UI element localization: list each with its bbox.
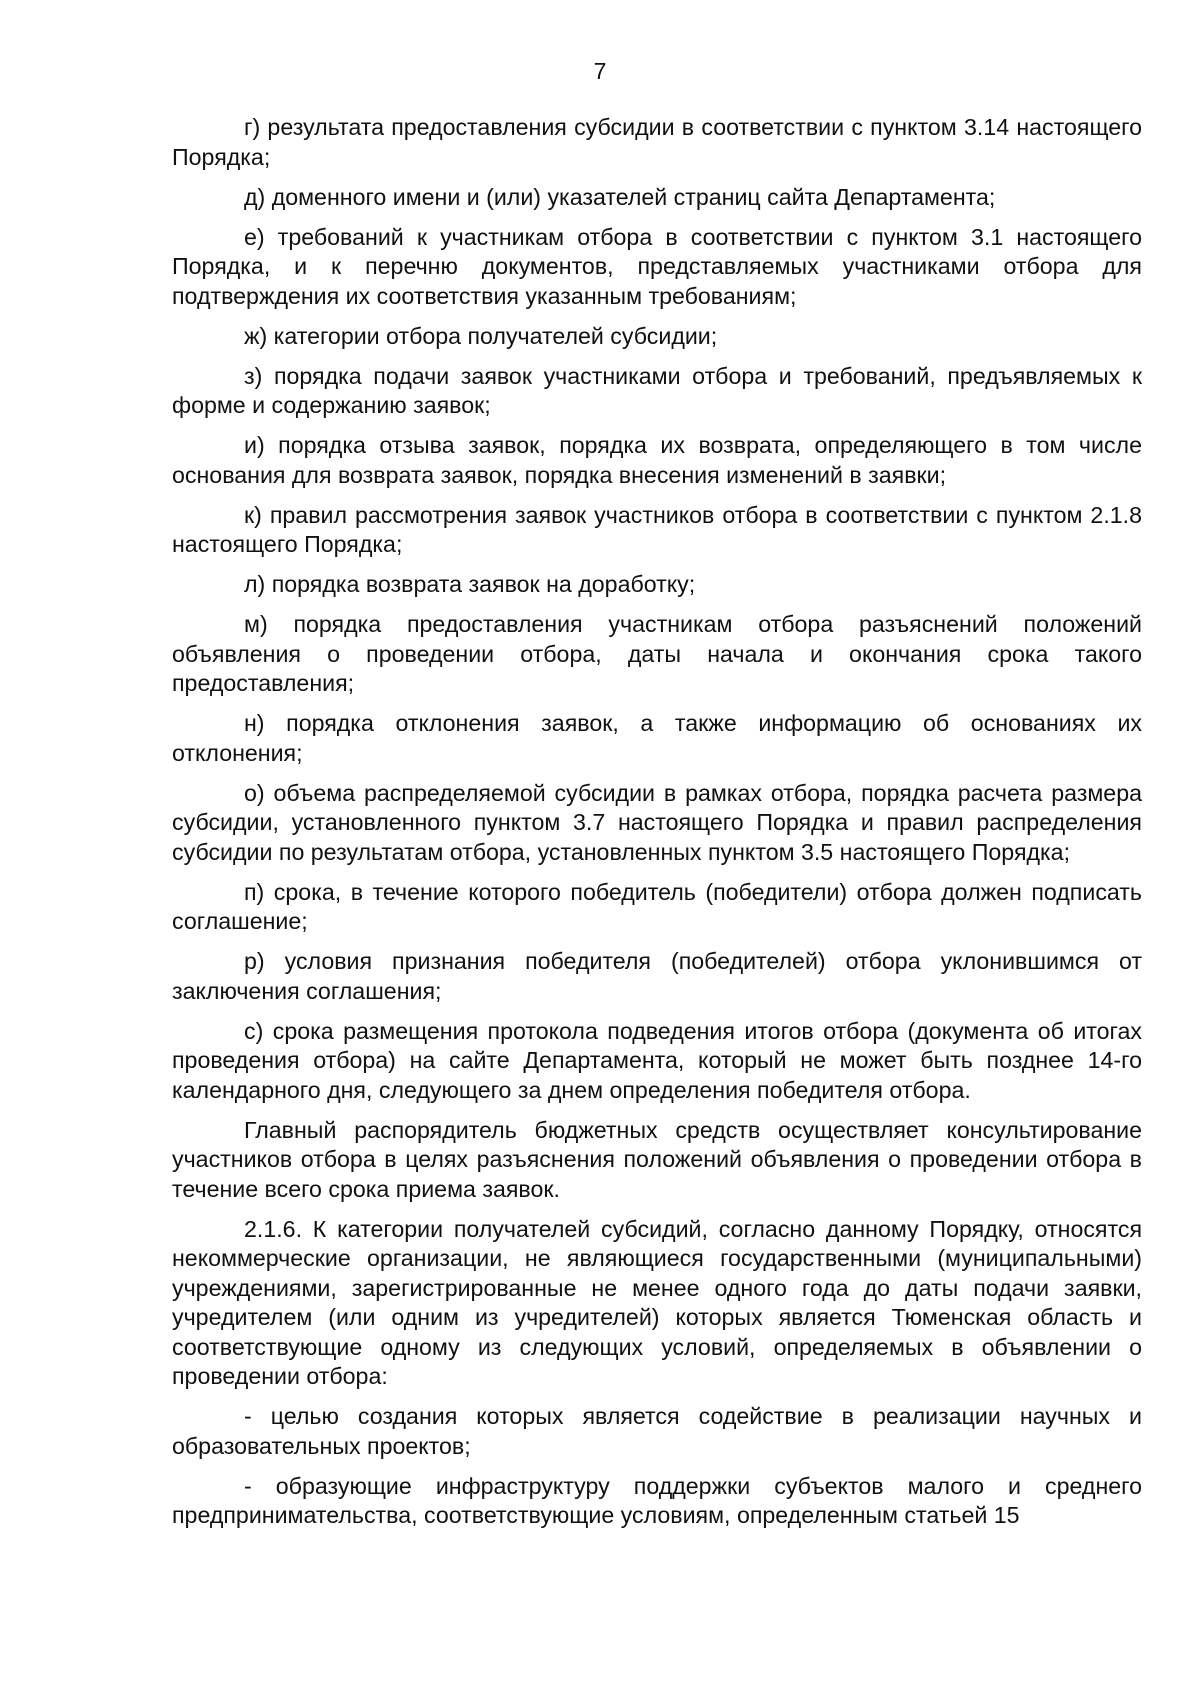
- document-body: [172, 113, 1142, 1541]
- paragraph-z: з) порядка подачи заявок участниками отбора и требований, предъявляемых к форме и содержанию заявок;: [172, 362, 1142, 418]
- paragraph-k: к) правил рассмотрения заявок участников отбора в соответствии с пунктом 2.1.8 настоящего Порядка;: [172, 501, 1142, 557]
- paragraph-i: и) порядка отзыва заявок, порядка их возврата, определяющего в том числе основания для возврата заявок, порядка внесения изменений в заявки;: [172, 432, 1142, 488]
- paragraph-o: о) объема распределяемой субсидии в рамках отбора, порядка расчета размера субсидии, установленного пунктом 3.7 настоящего Порядка и правил распределения субсидии по результатам отбора, установленных пунктом 3.5 настоящего Порядка;: [172, 779, 1142, 865]
- paragraph-e: е) требований к участникам отбора в соответствии с пунктом 3.1 настоящего Порядка, и к перечню документов, представляемых участниками отбора для подтверждения их соответствия указанным требованиям;: [172, 223, 1142, 309]
- paragraph-m: м) порядка предоставления участникам отбора разъяснений положений объявления о проведении отбора, даты начала и окончания срока такого предоставления;: [172, 611, 1142, 696]
- paragraph-l: л) порядка возврата заявок на доработку;: [244, 571, 696, 597]
- paragraph-d: д) доменного имени и (или) указателей страниц сайта Департамента;: [244, 183, 996, 210]
- paragraph-p: п) срока, в течение которого победитель (победители) отбора должен подписать соглашение;: [172, 878, 1142, 934]
- paragraph-zh: ж) категории отбора получателей субсидии;: [244, 322, 718, 349]
- page-number: 7: [593, 58, 607, 84]
- paragraph-n: н) порядка отклонения заявок, а также информацию об основаниях их отклонения;: [172, 710, 1142, 766]
- list-item-scientific-projects: - целью создания которых является содействие в реализации научных и образовательных проектов;: [172, 1403, 1142, 1459]
- paragraph-2-1-6: 2.1.6. К категории получателей субсидий, согласно данному Порядку, относятся некоммерческие организации, не являющиеся государственными (муниципальными) учреждениями, зарегистрированные не менее одного года до даты подачи заявки, учредителем (или одним из учредителей) которых является Тюменская область и соответствующие одному из следующих условий, определяемых в объявлении о проведении отбора:: [172, 1215, 1142, 1389]
- paragraph-consulting: Главный распорядитель бюджетных средств осуществляет консультирование участников отбора в целях разъяснения положений объявления о проведении отбора в течение всего срока приема заявок.: [172, 1116, 1142, 1202]
- paragraph-r: р) условия признания победителя (победителей) отбора уклонившимся от заключения соглашения;: [172, 948, 1142, 1004]
- paragraph-g: г) результата предоставления субсидии в соответствии с пунктом 3.14 настоящего Порядка;: [172, 114, 1142, 170]
- paragraph-s: с) срока размещения протокола подведения итогов отбора (документа об итогах проведения отбора) на сайте Департамента, который не может быть позднее 14-го календарного дня, следующего за днем определения победителя отбора.: [172, 1017, 1142, 1103]
- list-item-infrastructure: - образующие инфраструктуру поддержки субъектов малого и среднего предпринимательства, соответствующие условиям, определенным статьей 15: [172, 1472, 1142, 1528]
